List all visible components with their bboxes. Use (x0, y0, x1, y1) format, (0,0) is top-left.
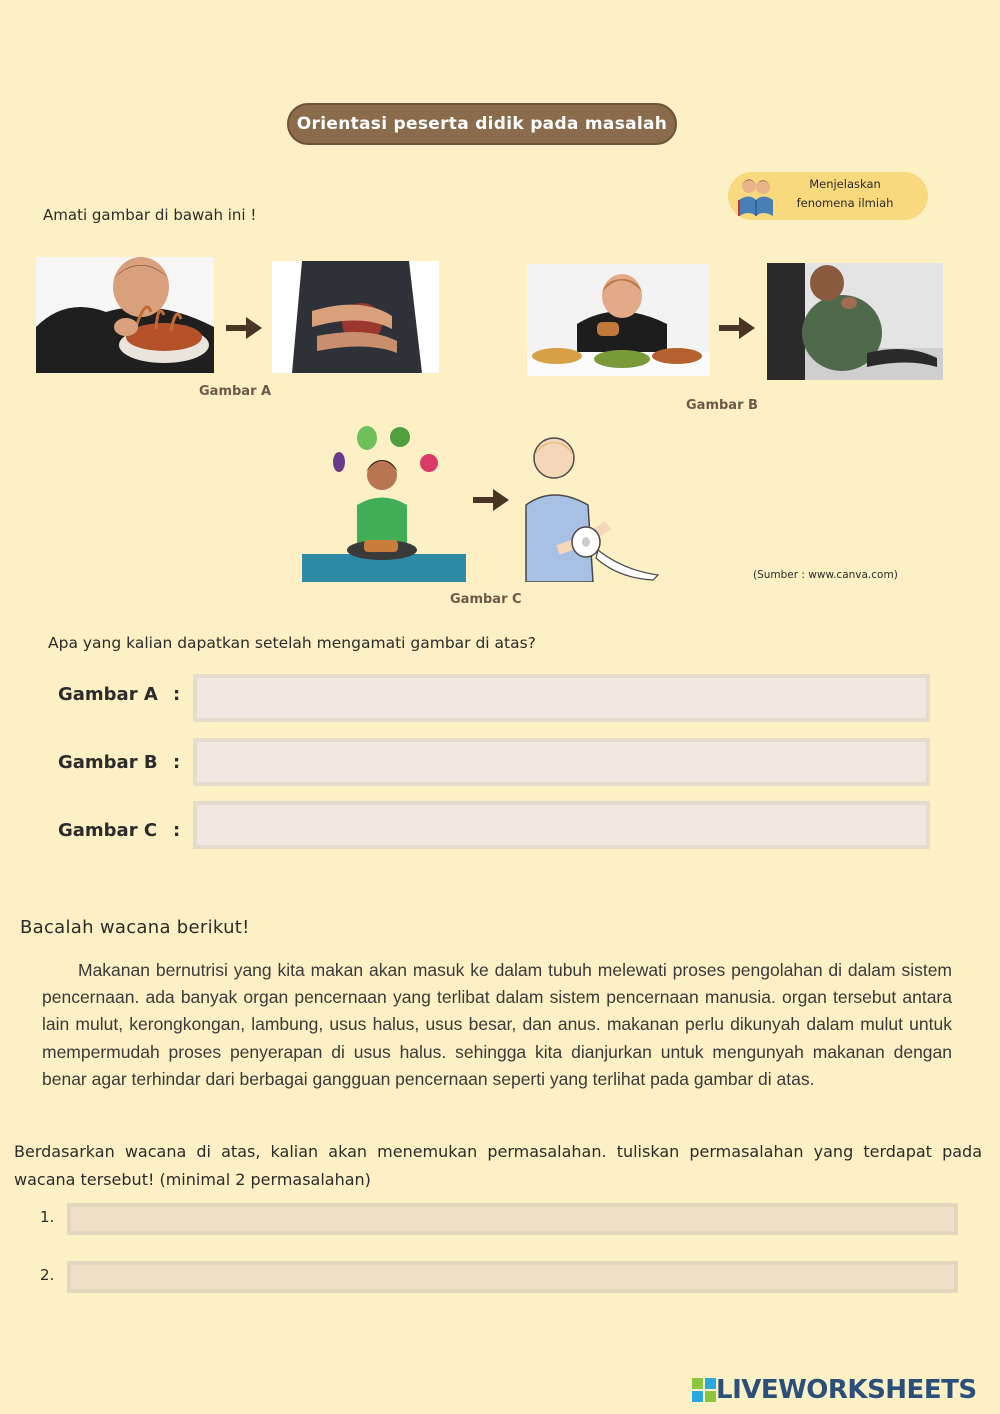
badge-text (780, 175, 910, 213)
students-reading-icon (736, 174, 776, 218)
reading-heading: Bacalah wacana berikut! (20, 917, 250, 938)
person-with-diarrhea-illustration (518, 430, 663, 582)
answer-label-b: Gambar B (58, 752, 158, 773)
logo-grid-icon (692, 1378, 716, 1402)
caption-gambar-a: Gambar A (199, 384, 272, 399)
badge-line-1: Menjelaskan (809, 177, 881, 191)
problem-number-2: 2. (40, 1266, 55, 1284)
observe-instruction: Amati gambar di bawah ini ! (43, 206, 257, 224)
problem-number-1: 1. (40, 1208, 55, 1226)
answer-label-a: Gambar A (58, 684, 158, 705)
man-eating-noodles-image (36, 257, 214, 373)
stomach-ache-image (272, 261, 439, 373)
reading-passage (42, 957, 952, 1093)
problem-question: Berdasarkan wacana di atas, kalian akan menemukan permasalahan. tuliskan permasalahan yang terdapat pada wacana tersebut! (minimal 2 permasalahan) (14, 1142, 982, 1189)
answer-colon: : (173, 684, 181, 705)
badge-line-2: fenomena ilmiah (796, 196, 894, 210)
liveworksheets-logo (692, 1374, 977, 1406)
answer-label-c: Gambar C (58, 820, 158, 841)
woman-overeating-image (527, 264, 710, 376)
answer-colon: : (173, 752, 181, 773)
answer-input-c[interactable] (193, 801, 930, 849)
answer-prompt: Apa yang kalian dapatkan setelah mengamati gambar di atas? (48, 634, 536, 652)
caption-gambar-b: Gambar B (686, 398, 758, 413)
problem-input-2[interactable] (67, 1261, 958, 1293)
arrow-right-icon (719, 317, 755, 339)
problem-input-1[interactable] (67, 1203, 958, 1235)
boy-with-germs-illustration (302, 420, 466, 582)
passage-text: Makanan bernutrisi yang kita makan akan masuk ke dalam tubuh melewati proses pengolahan di dalam sistem pencernaan. ada banyak organ pencernaan yang terlibat dalam sistem pencernaan manusia. organ tersebut antara lain mulut, kerongkongan, lambung, usus halus, usus besar, dan anus. makanan perlu dikunyah dalam mulut untuk mempermudah proses penyerapan di usus halus. sehingga kita dianjurkan untuk mengunyah makanan dengan benar agar terhindar dari berbagai gangguan pencernaan seperti yang terlihat pada gambar di atas. (42, 960, 952, 1089)
logo-text: LIVEWORKSHEETS (716, 1375, 977, 1405)
obese-person-sitting-image (767, 263, 943, 380)
image-source: (Sumber : www.canva.com) (753, 569, 898, 581)
section-title: Orientasi peserta didik pada masalah (287, 103, 677, 145)
answer-input-b[interactable] (193, 738, 930, 786)
arrow-right-icon (473, 489, 509, 511)
answer-input-a[interactable] (193, 674, 930, 722)
caption-gambar-c: Gambar C (450, 592, 522, 607)
answer-colon: : (173, 820, 181, 841)
arrow-right-icon (226, 317, 262, 339)
